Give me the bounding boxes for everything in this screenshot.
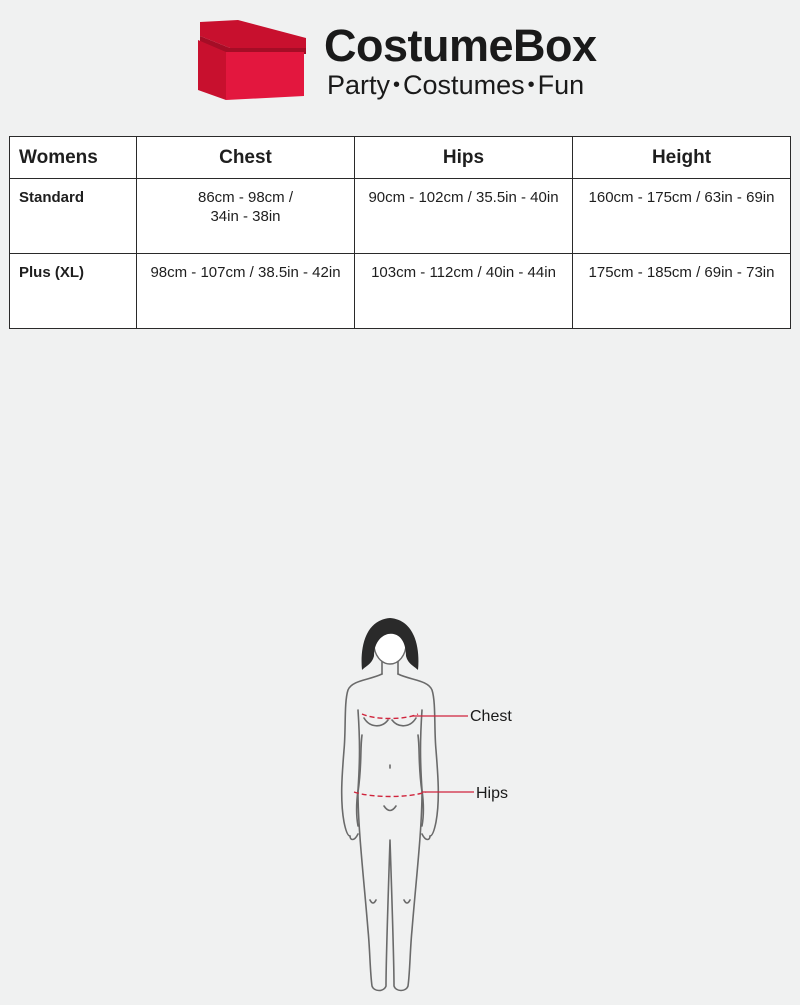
size-chart-table: [9, 136, 791, 329]
brand-tagline: [327, 70, 584, 101]
tagline-word: Fun: [537, 70, 585, 100]
red-box-icon: [196, 18, 308, 102]
plus-chest: 98cm - 107cm / 38.5in - 42in: [137, 254, 355, 329]
table-row: [10, 179, 791, 254]
standard-chest-line2: 34in - 38in: [210, 208, 281, 225]
measurement-figure: [300, 600, 560, 1000]
row-label-plus: Plus (XL): [10, 254, 137, 329]
standard-chest: [137, 179, 355, 254]
plus-hips: 103cm - 112cm / 40in - 44in: [355, 254, 573, 329]
header-womens: Womens: [10, 137, 137, 179]
header-hips: Hips: [355, 137, 573, 179]
table-row: [10, 254, 791, 329]
tagline-word: Party: [327, 70, 391, 100]
standard-hips: 90cm - 102cm / 35.5in - 40in: [355, 179, 573, 254]
bullet-icon: •: [393, 74, 401, 96]
hips-label: Hips: [476, 785, 509, 802]
header-height: Height: [573, 137, 791, 179]
chest-label: Chest: [470, 708, 512, 725]
brand-name: CostumeBox: [324, 20, 597, 71]
standard-height: 160cm - 175cm / 63in - 69in: [573, 179, 791, 254]
row-label-standard: Standard: [10, 179, 137, 254]
female-body-outline-icon: [300, 600, 560, 1000]
tagline-word: Costumes: [403, 70, 525, 100]
costumebox-logo: [196, 18, 616, 104]
bullet-icon: •: [527, 74, 535, 96]
plus-height: 175cm - 185cm / 69in - 73in: [573, 254, 791, 329]
table-header-row: [10, 137, 791, 179]
header-chest: Chest: [137, 137, 355, 179]
standard-chest-line1: 86cm - 98cm /: [197, 189, 294, 206]
